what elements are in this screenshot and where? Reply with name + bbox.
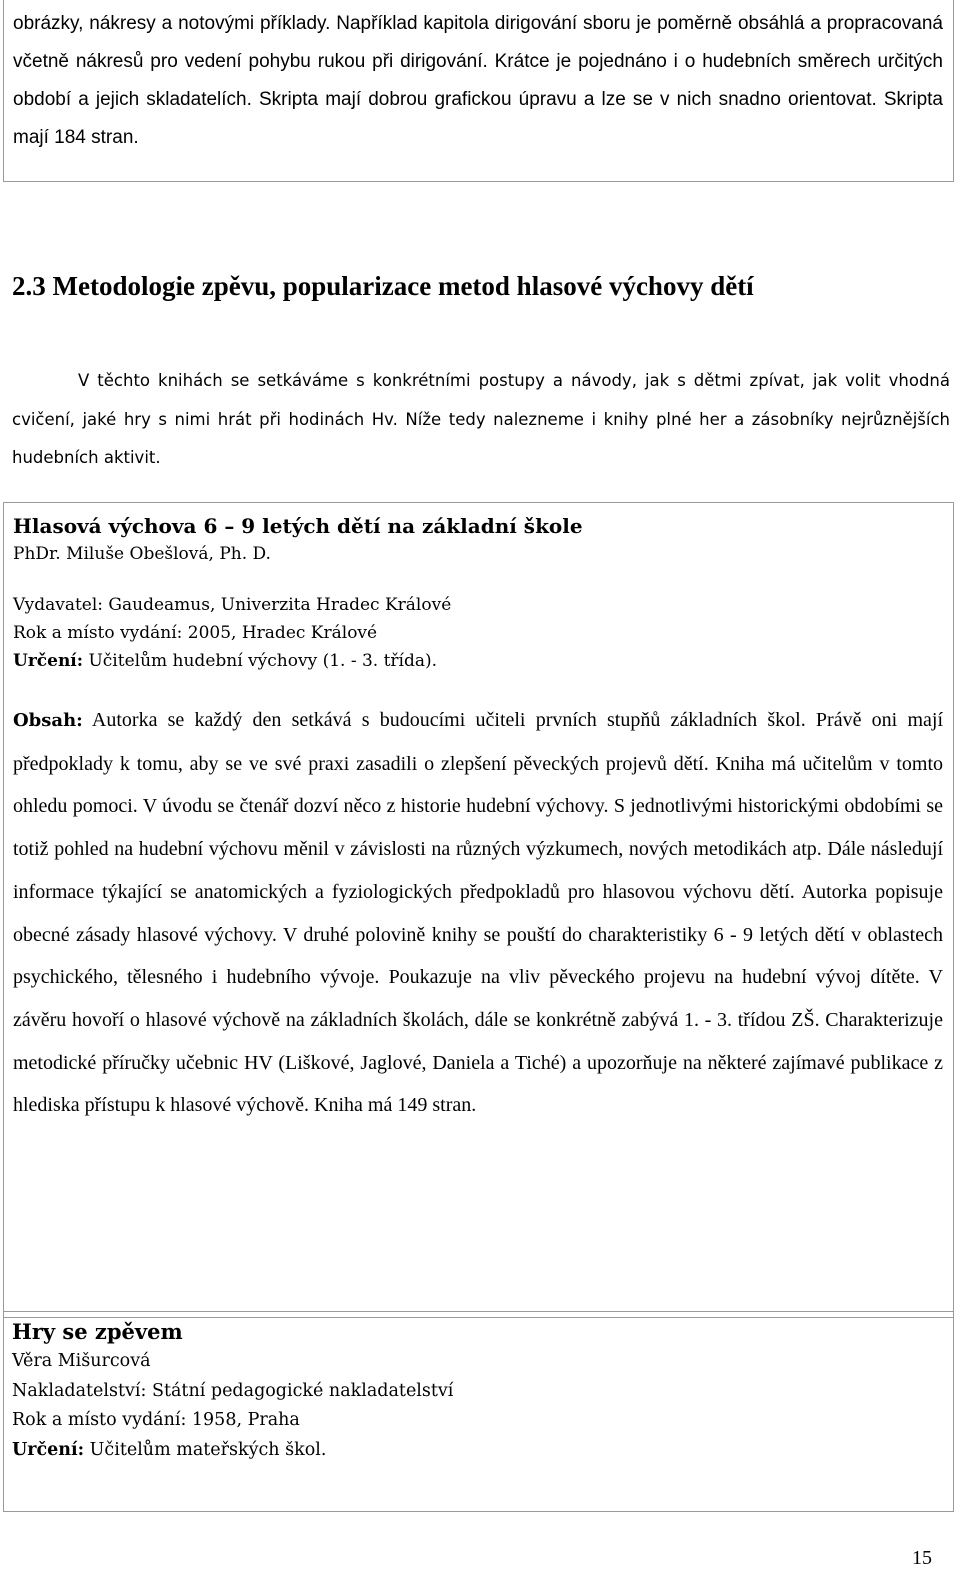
book-content xyxy=(13,699,943,1127)
section-intro-text: V těchto knihách se setkáváme s konkrétními postupy a návody, jak s dětmi zpívat, jak volit vhodná cvičení, jaké hry s nimi hrát při hodinách Hv. Níže tedy nalezneme i knihy plné her a zásobníky nejrůznějších hudebních aktivit. xyxy=(12,371,950,467)
book-author: PhDr. Miluše Obešlová, Ph. D. xyxy=(13,544,271,564)
book-entry-hry-se-zpevem xyxy=(3,1311,954,1512)
book-publisher: Vydavatel: Gaudeamus, Univerzita Hradec Králové xyxy=(13,595,452,615)
previous-book-box xyxy=(3,0,954,182)
spacer xyxy=(13,675,943,699)
book-purpose xyxy=(13,647,943,675)
content-text: Autorka se každý den setkává s budoucími učiteli prvních stupňů základních škol. Právě oni mají předpoklady k tomu, aby se ve své praxi zasadili o zlepšení pěveckých projevů dětí. Kniha má učitelům v tomto ohledu pomoci. V úvodu se čtenář dozví něco z historie hudební výchovy. S jednotlivými historickými obdobími se totiž pohled na hudební výchovu měnil v závislosti na různých výzkumech, nových metodikách atp. Dále následují informace týkající se anatomických a fyziologických předpokladů pro hlasovou výchovu dětí. Autorka popisuje obecné zásady hlasové výchovy. V druhé polovině knihy se pouští do charakteristiky 6 - 9 letých dětí v oblastech psychického, tělesného i hudebního vývoje. Poukazuje na vliv pěveckého projevu na hudební vývoj dítěte. V závěru hovoří o hlasové výchově na základních školách, dále se konkrétně zabývá 1. - 3. třídou ZŠ. Charakterizuje metodické příručky učebnic HV (Liškové, Jaglové, Daniela a Tiché) a upozorňuje na některé zajímavé publikace z hlediska přístupu k hlasové výchově. Kniha má 149 stran. xyxy=(13,709,943,1117)
purpose-label: Určení: xyxy=(12,1439,85,1460)
purpose-value: Učitelům hudební výchovy (1. - 3. třída). xyxy=(83,651,438,671)
book-entry-hlasova-vychova xyxy=(3,502,954,1318)
content-label: Obsah: xyxy=(13,710,83,731)
book-publisher: Nakladatelství: Státní pedagogické nakladatelství xyxy=(12,1380,454,1401)
spacer xyxy=(13,568,943,591)
book-title: Hlasová výchova 6 – 9 letých dětí na základní škole xyxy=(13,514,583,538)
book-title: Hry se zpěvem xyxy=(12,1319,183,1344)
book-place-year: Rok a místo vydání: 1958, Praha xyxy=(12,1410,300,1431)
previous-book-description: obrázky, nákresy a notovými příklady. Například kapitola dirigování sboru je poměrně obsáhlá a propracovaná včetně nákresů pro vedení pohybu rukou při dirigování. Krátce je pojednáno i o hudebních směrech určitých období a jejich skladatelích. Skripta mají dobrou grafickou úpravu a lze se v nich snadno orientovat. Skripta mají 184 stran. xyxy=(13,13,943,148)
section-heading: 2.3 Metodologie zpěvu, popularizace metod hlasové výchovy dětí xyxy=(12,271,754,301)
book-place-year: Rok a místo vydání: 2005, Hradec Králové xyxy=(13,623,378,643)
section-intro xyxy=(12,362,950,478)
page-number: 15 xyxy=(912,1547,932,1569)
book-author: Věra Mišurcová xyxy=(12,1351,151,1371)
purpose-value: Učitelům mateřských škol. xyxy=(84,1439,327,1460)
book-purpose xyxy=(12,1436,943,1466)
purpose-label: Určení: xyxy=(13,651,84,671)
